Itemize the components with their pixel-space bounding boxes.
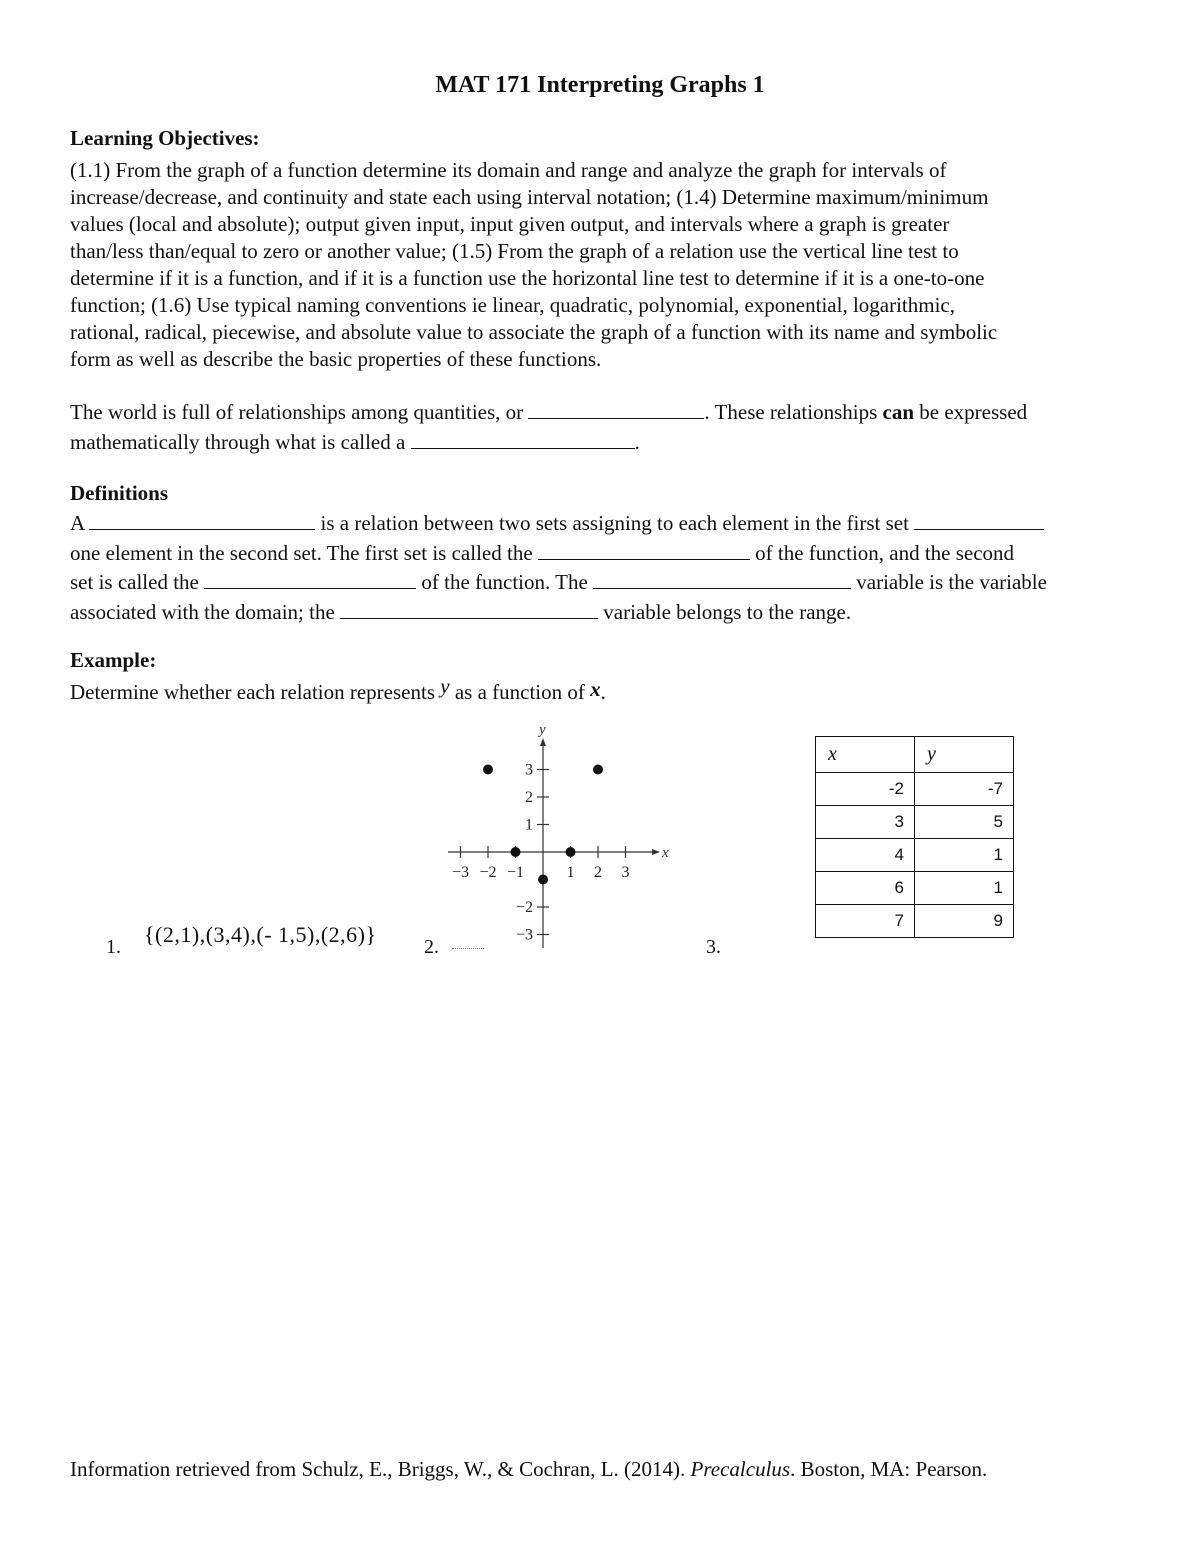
- y-tick-label: −3: [515, 926, 533, 944]
- y-tick-label: 2: [525, 789, 533, 806]
- table-header-y: y: [915, 737, 1014, 773]
- x-axis-label: x: [662, 845, 669, 861]
- fill-blank-function-term[interactable]: [89, 511, 315, 530]
- variable-y: y: [440, 674, 450, 698]
- fill-blank-function[interactable]: [411, 430, 635, 449]
- fill-blank-exactly[interactable]: [914, 511, 1044, 530]
- item-number: 1.: [106, 936, 121, 958]
- definitions-paragraph: [70, 509, 1140, 627]
- y-tick-label: 3: [525, 761, 533, 779]
- table-row: [816, 872, 1014, 905]
- intro-paragraph: [70, 398, 1140, 457]
- intro-text: be expressed: [919, 400, 1028, 424]
- fill-blank-relations[interactable]: [528, 400, 704, 419]
- definition-text: set is called the: [70, 570, 199, 594]
- graph-axes: [448, 722, 669, 948]
- table-header-x: x: [816, 737, 915, 773]
- table-cell: -2: [816, 773, 915, 806]
- citation-text: . Boston, MA: Pearson.: [790, 1457, 988, 1481]
- objectives-line: determine if it is a function, and if it is a function use the horizontal line test to determine if it is a one-to-one: [70, 266, 985, 290]
- x-tick-label: 3: [621, 864, 630, 881]
- item-number: 2.: [424, 936, 439, 958]
- table-header-row: [816, 737, 1014, 773]
- definition-text: is a relation between two sets assigning to each element in the first set: [320, 511, 909, 535]
- sample-prompt: [70, 674, 606, 705]
- fill-blank-independent[interactable]: [593, 570, 851, 589]
- table-row: [816, 773, 1014, 806]
- y-axis-label: y: [539, 722, 546, 738]
- objectives-text: [70, 157, 1140, 373]
- objectives-line: increase/decrease, and continuity and state each using interval notation; (1.4) Determine maximum/minimum: [70, 185, 989, 209]
- citation-book-title: Precalculus: [690, 1457, 791, 1481]
- table-cell: 3: [816, 806, 915, 839]
- fill-blank-range[interactable]: [204, 570, 416, 589]
- relation-set: {(2,1),(3,4),(- 1,5),(2,6)}: [144, 922, 377, 947]
- page-title: MAT 171 Interpreting Graphs 1: [435, 72, 765, 98]
- variable-x: x: [590, 677, 601, 701]
- graph-point: [593, 765, 603, 775]
- definition-text: variable belongs to the range.: [603, 599, 852, 624]
- table-cell: 1: [915, 872, 1014, 905]
- x-tick-label: −3: [451, 864, 470, 881]
- table-row: [816, 839, 1014, 872]
- y-tick-label: 1: [525, 816, 533, 834]
- table-cell: 7: [816, 905, 915, 938]
- table-cell: 1: [915, 839, 1014, 872]
- relation-graph: [440, 716, 680, 952]
- table-cell: 9: [915, 905, 1014, 938]
- table-row: [816, 905, 1014, 938]
- y-tick-label: −2: [515, 899, 533, 916]
- citation-text: Information retrieved from Schulz, E., Briggs, W., & Cochran, L. (2014).: [70, 1457, 686, 1481]
- intro-text: mathematically through what is called a: [70, 429, 406, 454]
- intro-text: .: [634, 429, 640, 454]
- definition-text: of the function, and the second: [755, 540, 1015, 565]
- prompt-text: as a function of: [454, 680, 585, 704]
- definitions-heading: Definitions: [70, 481, 169, 505]
- x-tick-label: 2: [594, 864, 602, 881]
- definition-text: associated with the domain; the: [70, 599, 335, 624]
- x-tick-label: 1: [566, 864, 575, 881]
- objectives-line: function; (1.6) Use typical naming conventions ie linear, quadratic, polynomial, exponential, logarithmic,: [70, 293, 956, 317]
- objectives-line: than/less than/equal to zero or another value; (1.5) From the graph of a relation use the vertical line test to: [70, 239, 959, 263]
- prompt-text: .: [600, 680, 606, 704]
- definition-text: variable is the variable: [856, 570, 1047, 594]
- objectives-line: values (local and absolute); output given input, input given output, and intervals where a graph is greater: [70, 212, 950, 236]
- table-cell: 4: [816, 839, 915, 872]
- item-number: 3.: [706, 936, 721, 958]
- x-tick-label: −1: [506, 864, 525, 881]
- citation-footer: [70, 1457, 987, 1482]
- definition-text: of the function. The: [421, 570, 588, 594]
- objectives-line: rational, radical, piecewise, and absolute value to associate the graph of a function with its name and symbolic: [70, 320, 998, 344]
- x-axis-arrow: [652, 849, 660, 855]
- table-row: [816, 806, 1014, 839]
- graph-point: [538, 875, 548, 885]
- intro-bold-text: can: [882, 400, 915, 424]
- graph-point: [566, 847, 576, 857]
- objectives-line: form as well as describe the basic properties of these functions.: [70, 347, 602, 371]
- xy-table: [815, 736, 1014, 938]
- graph-point: [483, 765, 493, 775]
- fill-blank-domain[interactable]: [538, 541, 750, 560]
- table-cell: 6: [816, 872, 915, 905]
- definition-text: A: [70, 511, 85, 535]
- y-axis-arrow: [540, 738, 546, 746]
- prompt-text: Determine whether each relation represents: [70, 680, 435, 704]
- objectives-heading: Learning Objectives:: [70, 126, 260, 150]
- graph-point: [511, 847, 521, 857]
- table-cell: 5: [915, 806, 1014, 839]
- objectives-line: (1.1) From the graph of a function determine its domain and range and analyze the graph for intervals of: [70, 158, 947, 182]
- intro-text: . These relationships: [704, 400, 878, 424]
- definition-text: one element in the second set. The first set is called the: [70, 540, 533, 565]
- intro-text: The world is full of relationships among quantities, or: [70, 400, 524, 424]
- x-tick-label: −2: [479, 864, 497, 881]
- table-cell: -7: [915, 773, 1014, 806]
- sample-heading: Example:: [70, 648, 157, 672]
- fill-blank-dependent[interactable]: [340, 600, 598, 619]
